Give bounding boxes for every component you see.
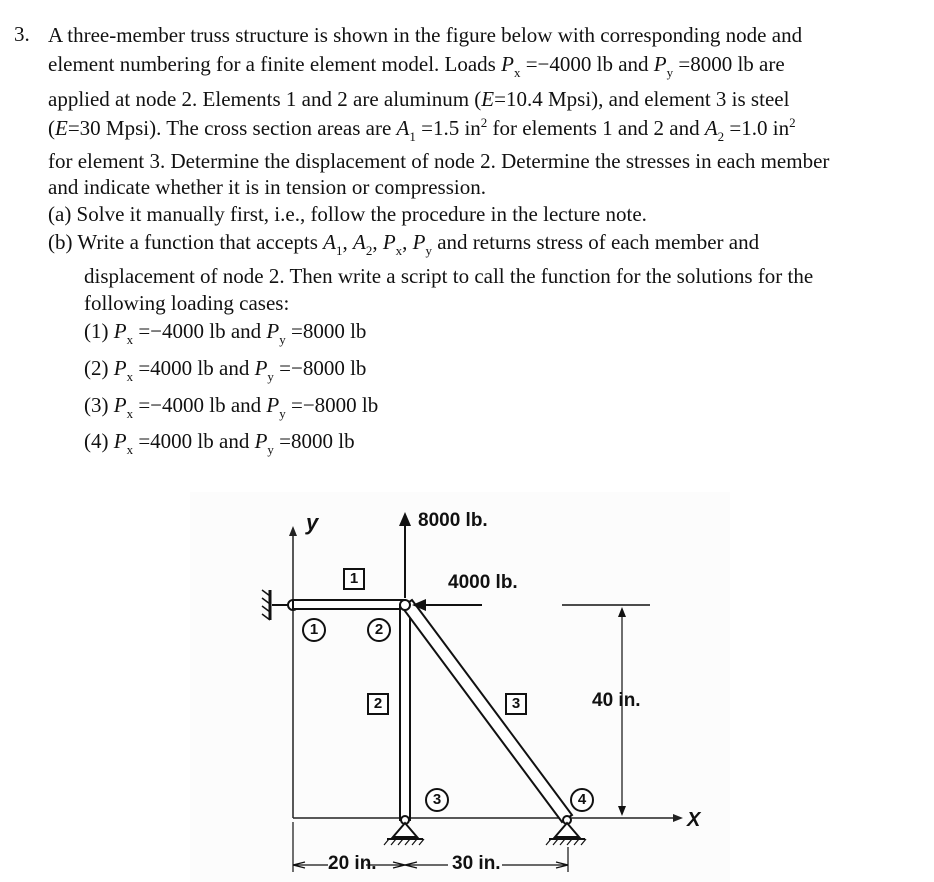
text-line-1: A three-member truss structure is shown in the figure below with corresponding node and xyxy=(48,23,803,47)
text-line-3: applied at node 2. Elements 1 and 2 are aluminum (E=10.4 Mpsi), and element 3 is steel xyxy=(48,87,790,111)
part-a: (a) Solve it manually first, i.e., follow the procedure in the lecture note. xyxy=(48,202,647,226)
horizontal-load-label: 4000 lb. xyxy=(448,572,518,593)
left-span-label: 20 in. xyxy=(328,853,377,874)
truss-drawing xyxy=(190,482,730,882)
part-b-line-2: displacement of node 2. Then write a script to call the function for the solutions for the xyxy=(84,264,814,288)
text-line-6: and indicate whether it is in tension or compression. xyxy=(48,175,486,199)
node-3-marker: 3 xyxy=(425,788,449,812)
element-3-tag: 3 xyxy=(505,693,527,715)
height-dimension-label: 40 in. xyxy=(592,690,641,711)
part-b-line-3: following loading cases: xyxy=(84,291,290,315)
loading-case-1: (1) $P_x =-4000$ lb and $P_y =8000$ lb xyxy=(84,319,367,347)
loading-case-3: (3) $P_x =-4000$ lb and $P_y =-8000$ lb xyxy=(84,393,379,421)
node-2-marker: 2 xyxy=(367,618,391,642)
text-line-2: element numbering for a finite element model. Loads $P_x =-4000$ lb and $P_y =8000$ lb are xyxy=(48,52,785,80)
part-b-line-1: (b) Write a function that accepts $A_1$, $A_2$, $P_x$, $P_y$ and returns stress of each member and xyxy=(48,230,760,258)
node-1-marker: 1 xyxy=(302,618,326,642)
y-axis-label: y xyxy=(306,510,319,535)
problem-number: 3. xyxy=(14,22,30,46)
truss-figure xyxy=(190,482,730,882)
x-axis-label: X xyxy=(687,809,701,831)
loading-case-4: (4) $P_x =4000$ lb and $P_y =8000$ lb xyxy=(84,429,355,457)
text-line-4: (E=30 Mpsi). The cross section areas are $A_1 =1.5$ $in^2$ for elements 1 and 2 and $A_2 =1.0$ $in^2$ xyxy=(48,115,796,144)
loading-case-2: (2) $P_x =4000$ lb and $P_y =-8000$ lb xyxy=(84,356,367,384)
element-2-tag: 2 xyxy=(367,693,389,715)
vertical-load-label: 8000 lb. xyxy=(418,510,488,531)
element-1-tag: 1 xyxy=(343,568,365,590)
right-span-label: 30 in. xyxy=(452,853,501,874)
node-4-marker: 4 xyxy=(570,788,594,812)
text-line-5: for element 3. Determine the displacement of node 2. Determine the stresses in each member xyxy=(48,149,830,173)
